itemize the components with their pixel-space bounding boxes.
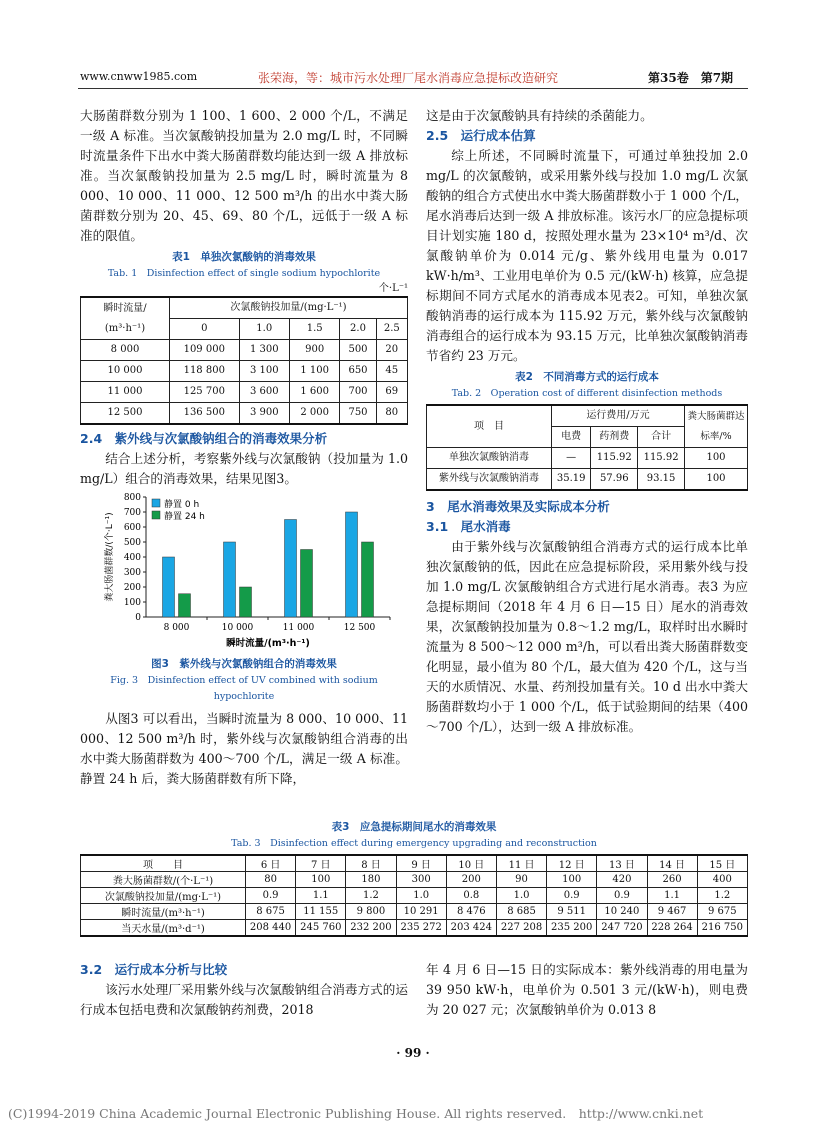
table-cell: 227 208 [496,920,546,937]
table-cell: 10 291 [396,904,446,920]
table-cell: 115.92 [638,448,685,469]
table-cell: 1.2 [346,888,396,904]
paragraph: 这是由于次氯酸钠具有持续的杀菌能力。 [426,108,653,123]
table3-day: 8 日 [346,855,396,872]
header-rule [78,88,748,89]
table-cell: 11 000 [81,382,170,403]
table2-subheader: 合计 [638,427,685,448]
paragraph: 综上所述，不同瞬时流量下，可通过单独投加 2.0 mg/L 的次氯酸钠，或采用紫外线与投加 1.0 mg/L 次氯酸钠的组合方式使出水中粪大肠菌群数小于 1 000 个/L，尾水消毒后达到一级 A 排放标准。该污水厂的应急提标项目计划实施 180 d，按照处理水量为 23×10⁴ m³/d、次氯酸钠单价为 0.014 元/g、紫外线用电量为 0.017 kW·h/m³、工业用电单价为 0.5 元/(kW·h) 核算，应急提标期间不同方式尾水的消毒成本见表2。可知，单独次氯酸钠消毒的运行成本为 115.92 万元，紫外线与次氯酸钠消毒组合的运行成本为 93.15 万元，比单独次氯酸钠消毒节省约 23 万元。 [426,148,748,363]
table-cell: 235 272 [396,920,446,937]
table-row [81,340,408,361]
table-cell: 35.19 [552,469,591,491]
table1-dose: 0 [170,319,240,340]
table-cell: 1.1 [296,888,346,904]
table1-caption: 表1 单独次氯酸钠的消毒效果 [172,251,316,263]
table-cell: 300 [396,872,446,888]
y-tick-label: 100 [123,598,141,608]
table-row [81,382,408,403]
y-tick-label: 0 [135,613,141,623]
paragraph: 大肠菌群数分别为 1 100、1 600、2 000 个/L，不满足一级 A 标准。当次氯酸钠投加量为 2.0 mg/L 时，不同瞬时流量条件下出水中粪大肠菌群数均能达到一级 A 排放标准。当次氯酸钠投加量为 2.5 mg/L 时，瞬时流量为 8 000、10 000、11 000、12 500 m³/h 的出水中粪大肠菌群数分别为 20、45、69、80 个/L，远低于一级 A 标准的限值。 [80,108,408,243]
table-cell: 0.8 [446,888,496,904]
table-cell: 420 [597,872,647,888]
table-cell: 1.1 [647,888,697,904]
x-tick-label: 11 000 [282,623,315,633]
table3-caption-en: Tab. 3 Disinfection effect during emergency upgrading and reconstruction [231,838,597,849]
table-cell: 200 [446,872,496,888]
table-cell: 1 100 [289,361,339,382]
table-cell: 9 800 [346,904,396,920]
figure3-caption-en: Fig. 3 Disinfection effect of UV combined with sodium hypochlorite [110,675,378,702]
table2-item-header: 项 目 [427,405,552,448]
table-cell: 9 467 [647,904,697,920]
table-cell: 3 100 [239,361,289,382]
figure3-chart [80,491,408,651]
y-tick-label: 300 [123,568,141,578]
table1-dose: 2.0 [340,319,376,340]
bar-24h [362,542,374,617]
copyright-footer: (C)1994-2019 China Academic Journal Electronic Publishing House. All rights reserved. http://www.cnki.net [8,1106,704,1121]
section-heading: 2.5 运行成本估算 [426,128,536,143]
bottom-right [426,960,748,1020]
section-heading: 2.4 紫外线与次氯酸钠组合的消毒效果分析 [80,431,328,446]
table-cell: 100 [685,448,748,469]
y-tick-label: 600 [123,523,141,533]
table-cell: 650 [340,361,376,382]
table-cell: 8 675 [246,904,296,920]
table-cell: 10 000 [81,361,170,382]
table1-caption-en: Tab. 1 Disinfection effect of single sodium hypochlorite [107,268,381,279]
table-cell: 8 476 [446,904,496,920]
legend-label: 静置 0 h [164,500,200,510]
table3-day: 14 日 [647,855,697,872]
y-tick-label: 800 [123,493,141,503]
table-cell: 180 [346,872,396,888]
table-cell: 118 800 [170,361,240,382]
table-cell: 11 155 [296,904,346,920]
x-tick-label: 8 000 [163,623,190,633]
section-heading: 3 尾水消毒效果及实际成本分析 [426,499,610,514]
table2-rate-header: 粪大肠菌群达标率/% [685,405,748,448]
table-cell: 245 760 [296,920,346,937]
table-cell: 90 [496,872,546,888]
table-cell: 500 [340,340,376,361]
table-cell: 232 200 [346,920,396,937]
table-cell: 203 424 [446,920,496,937]
running-title: 张荣海，等：城市污水处理厂尾水消毒应急提标改造研究 [258,71,559,85]
table-cell: — [552,448,591,469]
x-tick-label: 10 000 [221,623,254,633]
table2-subheader: 电费 [552,427,591,448]
table-cell: 93.15 [638,469,685,491]
table-row [427,469,748,491]
table3-caption: 表3 应急提标期间尾水的消毒效果 [331,821,497,833]
table-cell: 136 500 [170,403,240,425]
left-column [80,106,408,789]
table-cell: 10 240 [597,904,647,920]
table-cell: 20 [376,340,407,361]
table3-day: 11 日 [496,855,546,872]
section-heading: 3.2 运行成本分析与比较 [80,962,228,977]
table1-dose-header: 次氯酸钠投加量/(mg·L⁻¹) [170,297,408,319]
issue-info: 第35卷 第7期 [648,71,734,85]
table2-subheader: 药剂费 [591,427,638,448]
table-row [81,888,748,904]
table3-day: 10 日 [446,855,496,872]
legend-label: 静置 24 h [164,512,205,522]
table-cell: 125 700 [170,382,240,403]
right-column [426,106,748,737]
table-cell: 260 [647,872,697,888]
table1-unit: 个·L⁻¹ [378,283,408,294]
table-cell: 9 675 [697,904,747,920]
y-axis-label: 粪大肠菌群数/(个·L⁻¹) [105,512,115,602]
paragraph: 从图3 可以看出，当瞬时流量为 8 000、10 000、11 000、12 500 m³/h 时，紫外线与次氯酸钠组合消毒的出水中粪大肠菌群数为 400～700 个/L，满足一级 A 标准。静置 24 h 后，粪大肠菌群数有所下降， [80,711,408,786]
page-number: · 99 · [396,1046,430,1060]
x-tick-label: 12 500 [343,623,376,633]
table1-dose: 1.0 [239,319,289,340]
table1-flow-header: 瞬时流量/ (m³·h⁻¹) [81,297,170,340]
table-cell: 235 200 [547,920,597,937]
table-cell: 57.96 [591,469,638,491]
table-cell: 当天水量/(m³·d⁻¹) [81,920,246,937]
table1 [80,296,408,425]
table3-day: 15 日 [697,855,747,872]
bar-24h [179,594,191,617]
table3 [80,854,748,937]
table-cell: 80 [376,403,407,425]
section-heading: 3.1 尾水消毒 [426,519,511,534]
table-cell: 80 [246,872,296,888]
table-cell: 紫外线与次氯酸钠消毒 [427,469,552,491]
table-cell: 1.0 [396,888,446,904]
paragraph: 年 4 月 6 日—15 日的实际成本：紫外线消毒的用电量为 39 950 kW·h，电单价为 0.501 3 元/(kW·h)，则电费为 20 027 元；次氯酸钠单价为 0.013 8 [426,962,748,1017]
table-row [81,403,408,425]
table-cell: 109 000 [170,340,240,361]
table-cell: 750 [340,403,376,425]
table-cell: 115.92 [591,448,638,469]
paragraph: 由于紫外线与次氯酸钠组合消毒方式的运行成本比单独次氯酸钠的低，因此在应急提标阶段，采用紫外线与投加 1.0 mg/L 次氯酸钠组合方式进行尾水消毒。表3 为应急提标期间（2018 年 4 月 6 日—15 日）尾水的消毒效果，次氯酸钠投加量为 0.8～1.2 mg/L，取样时出水瞬时流量为 8 500～12 000 m³/h，可以看出粪大肠菌群数变化明显，最小值为 80 个/L，最大值为 420 个/L，这与当天的水质情况、水量、药剂投加量有关。10 d 出水中粪大肠菌群数均小于 1 000 个/L，低于试验期间的结果（400～700 个/L），达到一级 A 排放标准。 [426,539,748,734]
table3-day: 7 日 [296,855,346,872]
table-cell: 208 440 [246,920,296,937]
table3-block [80,818,748,937]
table-cell: 单独次氯酸钠消毒 [427,448,552,469]
bar-0h [346,512,358,617]
journal-website: www.cnww1985.com [80,70,198,83]
paragraph: 结合上述分析，考察紫外线与次氯酸钠（投加量为 1.0 mg/L）组合的消毒效果，结果见图3。 [80,451,408,486]
table-cell: 3 600 [239,382,289,403]
table-cell: 700 [340,382,376,403]
table-cell: 2 000 [289,403,339,425]
table-row [81,920,748,937]
table3-day: 12 日 [547,855,597,872]
table-cell: 247 720 [597,920,647,937]
bar-24h [301,550,313,618]
table2 [426,404,748,491]
table-cell: 粪大肠菌群数/(个·L⁻¹) [81,872,246,888]
table-cell: 1.0 [496,888,546,904]
y-tick-label: 700 [123,508,141,518]
table1-dose: 2.5 [376,319,407,340]
x-axis-label: 瞬时流量/(m³·h⁻¹) [226,638,310,649]
table-row [81,872,748,888]
bar-24h [240,587,252,617]
table-cell: 0.9 [246,888,296,904]
table3-day: 9 日 [396,855,446,872]
legend-swatch [152,499,160,507]
table-row [81,904,748,920]
table-cell: 12 500 [81,403,170,425]
table2-caption: 表2 不同消毒方式的运行成本 [515,371,659,383]
table3-day: 6 日 [246,855,296,872]
y-tick-label: 200 [123,583,141,593]
table-cell: 1 600 [289,382,339,403]
table-cell: 0.9 [597,888,647,904]
table3-day: 13 日 [597,855,647,872]
table2-cost-header: 运行费用/万元 [552,405,685,427]
table-cell: 100 [685,469,748,491]
table-cell: 228 264 [647,920,697,937]
table-cell: 次氯酸钠投加量/(mg·L⁻¹) [81,888,246,904]
bar-0h [224,542,236,617]
paragraph: 该污水处理厂采用紫外线与次氯酸钠组合消毒方式的运行成本包括电费和次氯酸钠药剂费，2018 [80,982,408,1017]
bottom-left [80,960,408,1020]
table-row [81,361,408,382]
table-cell: 400 [697,872,747,888]
table-row [427,448,748,469]
bar-chart [80,491,408,651]
table-cell: 1 300 [239,340,289,361]
table-cell: 900 [289,340,339,361]
table-cell: 0.9 [547,888,597,904]
table-cell: 瞬时流量/(m³·h⁻¹) [81,904,246,920]
table3-item-header: 项 目 [81,855,246,872]
bar-0h [163,557,175,617]
table-cell: 3 900 [239,403,289,425]
table-cell: 9 511 [547,904,597,920]
table-cell: 100 [547,872,597,888]
table-cell: 100 [296,872,346,888]
table-cell: 69 [376,382,407,403]
y-tick-label: 500 [123,538,141,548]
figure3-caption: 图3 紫外线与次氯酸钠组合的消毒效果 [151,658,337,670]
y-tick-label: 400 [123,553,141,563]
table-cell: 1.2 [697,888,747,904]
table1-dose: 1.5 [289,319,339,340]
table-cell: 8 000 [81,340,170,361]
table-cell: 45 [376,361,407,382]
table2-caption-en: Tab. 2 Operation cost of different disinfection methods [451,388,723,399]
bar-0h [285,520,297,618]
legend-swatch [152,511,160,519]
table-cell: 8 685 [496,904,546,920]
table-cell: 216 750 [697,920,747,937]
